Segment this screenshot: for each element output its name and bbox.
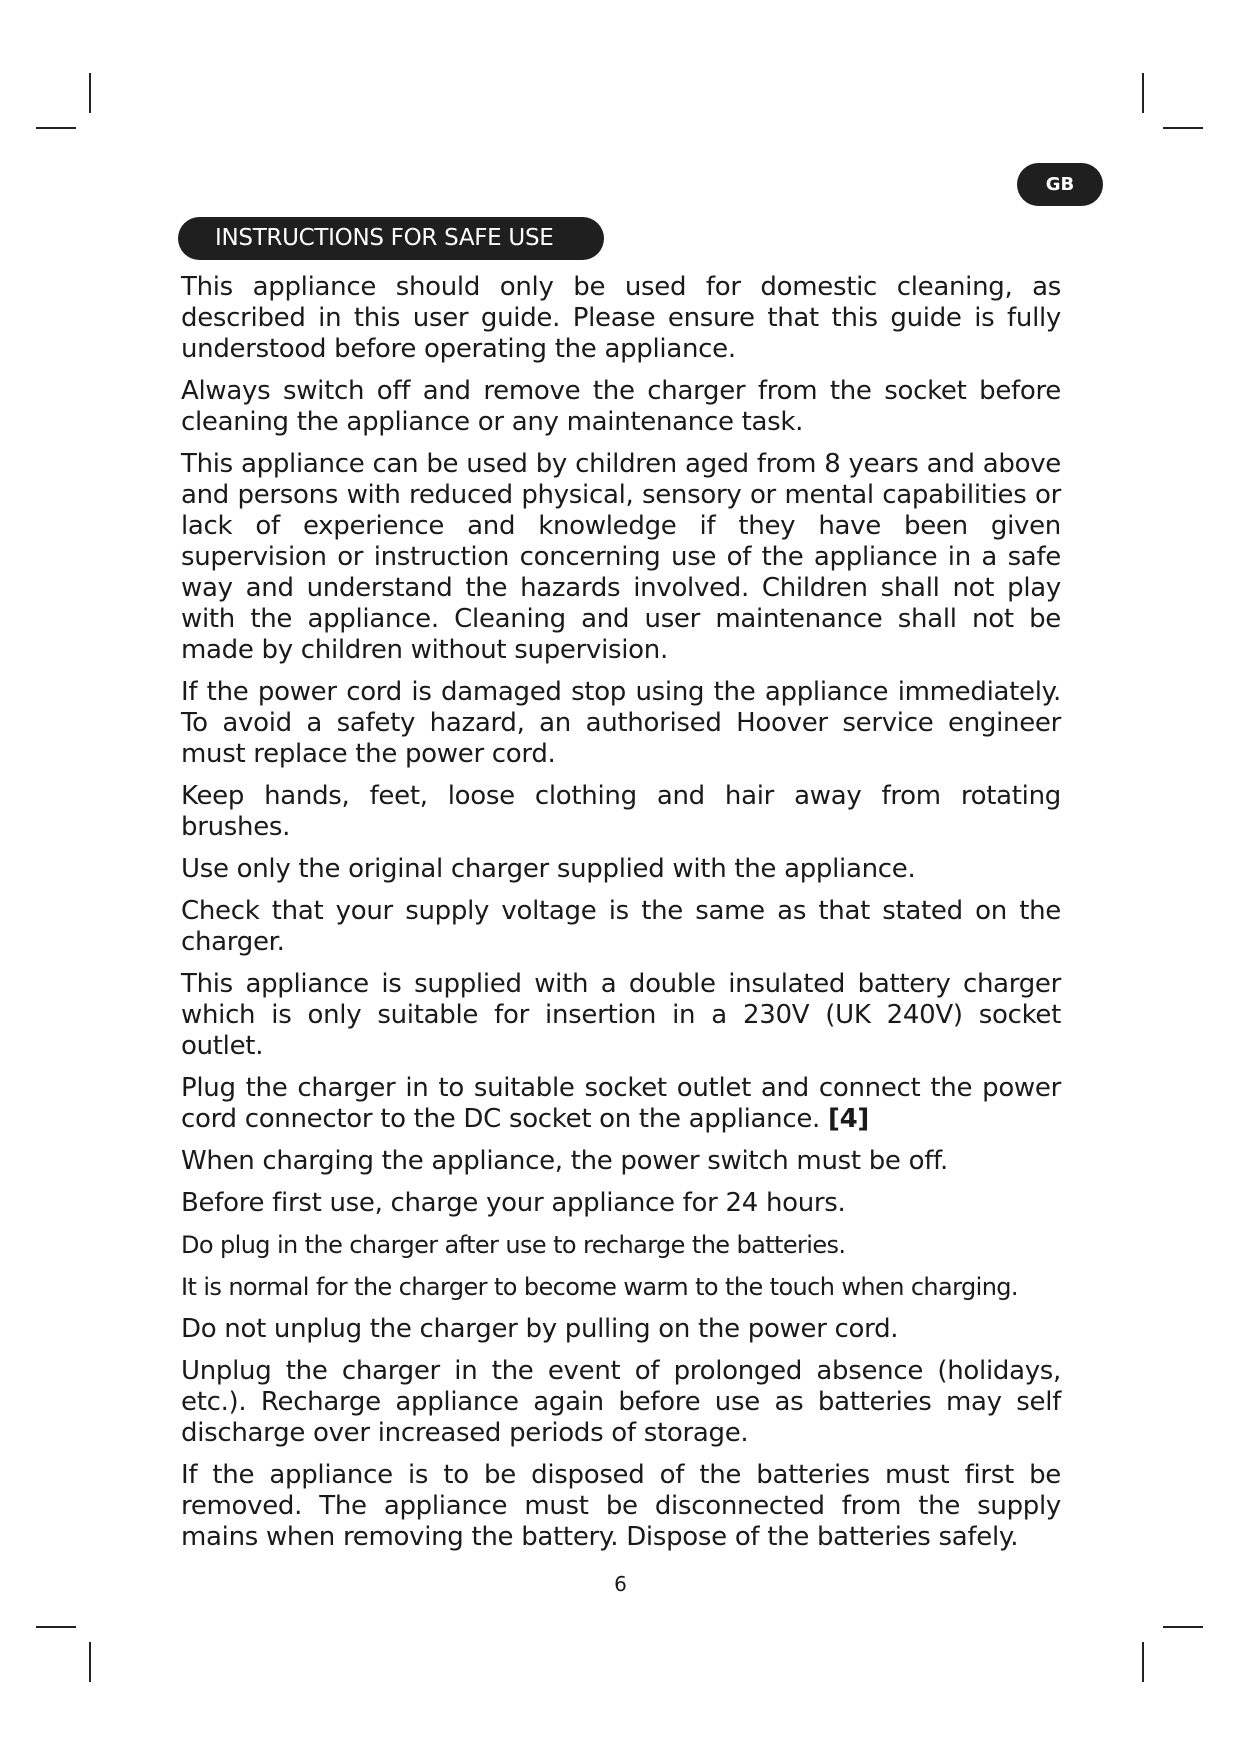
paragraph-recharge-after-use: Do plug in the charger after use to recharge the batteries. bbox=[181, 1231, 846, 1259]
safety-instructions bbox=[181, 272, 1061, 1564]
crop-mark-top-left-horizontal bbox=[36, 127, 76, 129]
paragraph-battery-disposal: If the appliance is to be disposed of the batteries must first be removed. The appliance must be disconnected from the supply mains when removing the battery. Dispose of the batteries safely. bbox=[181, 1460, 1061, 1552]
crop-mark-bottom-left-horizontal bbox=[36, 1626, 76, 1628]
paragraph-power-cord: If the power cord is damaged stop using the appliance immediately. To avoid a safety hazard, an authorised Hoover service engineer must replace the power cord. bbox=[181, 677, 1061, 769]
plug-charger-text: Plug the charger in to suitable socket outlet and connect the power cord connector to the DC socket on the appliance. bbox=[181, 1073, 1061, 1134]
section-title: INSTRUCTIONS FOR SAFE USE bbox=[178, 217, 604, 260]
paragraph-domestic-use: This appliance should only be used for domestic cleaning, as described in this user guide. Please ensure that this guide is fully understood before operating the appliance. bbox=[181, 272, 1061, 364]
paragraph-charger-warm: It is normal for the charger to become warm to the touch when charging. bbox=[181, 1273, 1018, 1301]
paragraph-prolonged-absence: Unplug the charger in the event of prolonged absence (holidays, etc.). Recharge appliance again before use as batteries may self discharge over increased periods of storage. bbox=[181, 1356, 1061, 1448]
figure-reference: [4] bbox=[828, 1104, 869, 1134]
paragraph-rotating-brushes: Keep hands, feet, loose clothing and hair away from rotating brushes. bbox=[181, 781, 1061, 842]
paragraph-power-switch-off: When charging the appliance, the power switch must be off. bbox=[181, 1146, 948, 1176]
crop-mark-top-left-vertical bbox=[89, 73, 91, 113]
crop-mark-bottom-left-vertical bbox=[89, 1642, 91, 1682]
paragraph-original-charger: Use only the original charger supplied with the appliance. bbox=[181, 854, 916, 884]
page-number: 6 bbox=[614, 1572, 627, 1596]
crop-mark-top-right-vertical bbox=[1142, 73, 1144, 113]
language-badge: GB bbox=[1017, 163, 1103, 206]
paragraph-children: This appliance can be used by children aged from 8 years and above and persons with reduced physical, sensory or mental capabilities or lack of experience and knowledge if they have been given supervision or instruction concerning use of the appliance in a safe way and understand the hazards involved. Children shall not play with the appliance. Cleaning and user maintenance shall not be made by children without supervision. bbox=[181, 449, 1061, 665]
paragraph-plug-charger bbox=[181, 1073, 1061, 1135]
crop-mark-bottom-right-vertical bbox=[1142, 1642, 1144, 1682]
crop-mark-top-right-horizontal bbox=[1163, 127, 1203, 129]
paragraph-first-use-charge: Before first use, charge your appliance for 24 hours. bbox=[181, 1188, 846, 1218]
crop-mark-bottom-right-horizontal bbox=[1163, 1626, 1203, 1628]
paragraph-double-insulated: This appliance is supplied with a double insulated battery charger which is only suitable for insertion in a 230V (UK 240V) socket outlet. bbox=[181, 969, 1061, 1061]
paragraph-switch-off: Always switch off and remove the charger from the socket before cleaning the appliance or any maintenance task. bbox=[181, 376, 1061, 437]
paragraph-unplug-by-cord: Do not unplug the charger by pulling on the power cord. bbox=[181, 1314, 899, 1344]
paragraph-supply-voltage: Check that your supply voltage is the same as that stated on the charger. bbox=[181, 896, 1061, 957]
